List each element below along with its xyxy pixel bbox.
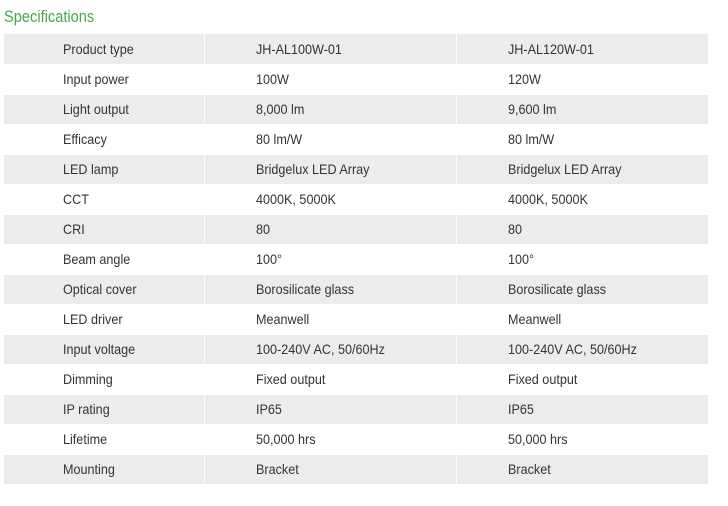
spec-label: Mounting: [63, 461, 115, 477]
spec-label-cell: [4, 334, 204, 364]
table-row: [4, 124, 708, 154]
spec-label: Input power: [63, 71, 129, 87]
spec-value-model-1: 100°: [255, 251, 282, 267]
spec-value-model-2: 80 lm/W: [507, 131, 554, 147]
spec-value-model-2-cell: [456, 214, 708, 244]
spec-value-model-1-cell: [204, 154, 456, 184]
spec-value-model-2: Bracket: [507, 461, 551, 477]
spec-value-model-2-cell: [456, 154, 708, 184]
spec-label: Beam angle: [63, 251, 131, 267]
spec-label-cell: [4, 244, 204, 274]
spec-value-model-2: Bridgelux LED Array: [507, 161, 621, 177]
spec-label-cell: [4, 454, 204, 484]
spec-label-cell: [4, 274, 204, 304]
spec-value-model-1: 100W: [255, 71, 289, 87]
table-row: [4, 454, 708, 484]
spec-label-cell: [4, 214, 204, 244]
spec-label: Dimming: [63, 371, 113, 387]
spec-label-cell: [4, 394, 204, 424]
spec-value-model-2: 100°: [507, 251, 534, 267]
spec-label-cell: [4, 184, 204, 214]
spec-value-model-2-cell: [456, 184, 708, 214]
spec-label: LED driver: [63, 311, 123, 327]
spec-value-model-2: Fixed output: [507, 371, 577, 387]
spec-value-model-2: 80: [507, 221, 522, 237]
spec-label-cell: [4, 154, 204, 184]
spec-value-model-1-cell: [204, 244, 456, 274]
table-row: [4, 64, 708, 94]
spec-value-model-2-cell: [456, 304, 708, 334]
spec-value-model-1: Bridgelux LED Array: [255, 161, 369, 177]
spec-label-cell: [4, 424, 204, 454]
spec-label: CCT: [63, 191, 89, 207]
spec-label: Input voltage: [63, 341, 136, 357]
spec-value-model-2: 4000K, 5000K: [507, 191, 588, 207]
spec-value-model-2-cell: [456, 394, 708, 424]
spec-value-model-2-cell: [456, 454, 708, 484]
spec-value-model-1-cell: [204, 64, 456, 94]
spec-label-cell: [4, 94, 204, 124]
table-row: [4, 34, 708, 64]
spec-value-model-1: Borosilicate glass: [255, 281, 354, 297]
spec-label: IP rating: [63, 401, 110, 417]
spec-value-model-1: 8,000 lm: [255, 101, 304, 117]
spec-value-model-2-cell: [456, 34, 708, 64]
spec-value-model-2-cell: [456, 244, 708, 274]
spec-value-model-2: 120W: [507, 71, 541, 87]
spec-value-model-1: IP65: [255, 401, 282, 417]
spec-value-model-2: 9,600 lm: [507, 101, 556, 117]
spec-value-model-1: Fixed output: [255, 371, 325, 387]
spec-value-model-1-cell: [204, 214, 456, 244]
table-row: [4, 94, 708, 124]
spec-value-model-1-cell: [204, 184, 456, 214]
spec-label: Optical cover: [63, 281, 137, 297]
spec-label: Efficacy: [63, 131, 107, 147]
spec-value-model-2-cell: [456, 124, 708, 154]
table-row: [4, 274, 708, 304]
spec-value-model-1-cell: [204, 94, 456, 124]
spec-value-model-1: JH-AL100W-01: [255, 40, 342, 57]
specifications-table-body: [4, 34, 708, 484]
spec-value-model-1-cell: [204, 274, 456, 304]
spec-value-model-2-cell: [456, 424, 708, 454]
spec-value-model-1: 100-240V AC, 50/60Hz: [255, 341, 385, 357]
spec-value-model-1: 50,000 hrs: [255, 431, 316, 447]
spec-value-model-1: Meanwell: [255, 311, 309, 327]
spec-label-cell: [4, 364, 204, 394]
table-row: [4, 394, 708, 424]
spec-label-cell: [4, 124, 204, 154]
spec-value-model-2-cell: [456, 64, 708, 94]
spec-value-model-1: 80: [255, 221, 270, 237]
table-row: [4, 304, 708, 334]
table-row: [4, 424, 708, 454]
spec-value-model-2: 100-240V AC, 50/60Hz: [507, 341, 637, 357]
spec-value-model-1-cell: [204, 394, 456, 424]
spec-value-model-1: 4000K, 5000K: [255, 191, 336, 207]
spec-value-model-1-cell: [204, 304, 456, 334]
spec-label: LED lamp: [63, 161, 119, 177]
spec-value-model-1-cell: [204, 124, 456, 154]
spec-value-model-2-cell: [456, 94, 708, 124]
spec-value-model-1-cell: [204, 34, 456, 64]
spec-value-model-1: Bracket: [255, 461, 299, 477]
table-row: [4, 244, 708, 274]
spec-value-model-1-cell: [204, 334, 456, 364]
spec-value-model-1-cell: [204, 364, 456, 394]
specifications-table: [4, 34, 708, 485]
spec-value-model-1: 80 lm/W: [255, 131, 302, 147]
spec-label: Light output: [63, 101, 129, 117]
spec-value-model-1-cell: [204, 454, 456, 484]
spec-value-model-2-cell: [456, 364, 708, 394]
table-row: [4, 154, 708, 184]
spec-label-cell: [4, 304, 204, 334]
spec-value-model-2: JH-AL120W-01: [507, 40, 594, 57]
spec-label-cell: [4, 64, 204, 94]
spec-label: Lifetime: [63, 431, 108, 447]
spec-value-model-2: 50,000 hrs: [507, 431, 568, 447]
spec-label: CRI: [63, 221, 85, 237]
table-row: [4, 334, 708, 364]
spec-value-model-2: Meanwell: [507, 311, 561, 327]
spec-label: Product type: [63, 40, 134, 57]
table-row: [4, 364, 708, 394]
spec-value-model-2-cell: [456, 274, 708, 304]
table-row: [4, 214, 708, 244]
spec-value-model-2: IP65: [507, 401, 534, 417]
spec-value-model-1-cell: [204, 424, 456, 454]
page-title: Specifications: [4, 7, 95, 26]
spec-value-model-2: Borosilicate glass: [507, 281, 606, 297]
spec-value-model-2-cell: [456, 334, 708, 364]
table-row: [4, 184, 708, 214]
spec-label-cell: [4, 34, 204, 64]
